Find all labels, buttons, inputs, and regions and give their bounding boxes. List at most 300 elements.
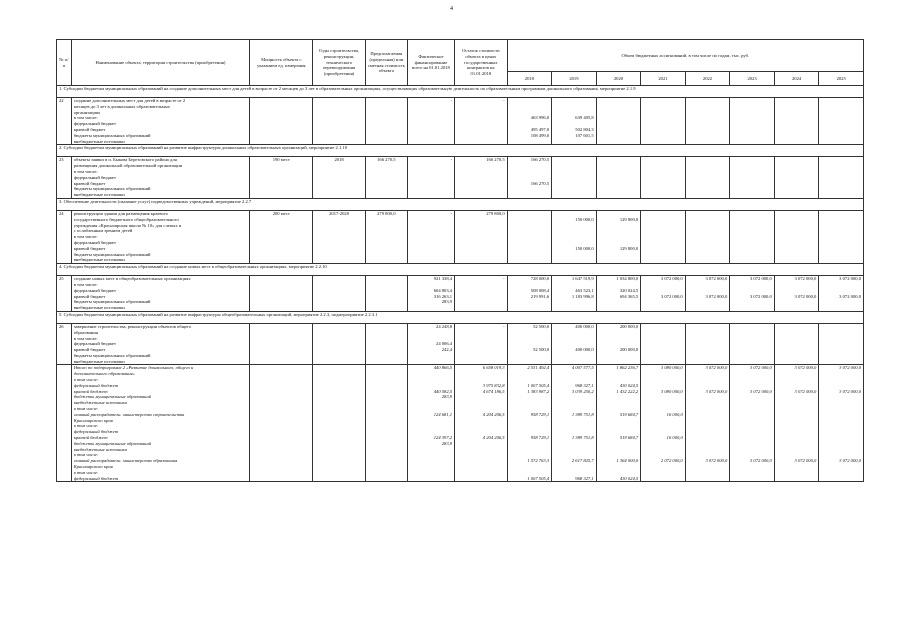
object-name-line: в том числе:	[73, 281, 98, 287]
object-name-line: бюджеты муниципальных образований	[73, 251, 151, 257]
object-name-line: размещения дошкольной образовательной организации	[73, 163, 183, 169]
budget-value	[777, 359, 817, 365]
year-value	[774, 276, 819, 312]
col-remaining-header: Остаток стоимости объекта в ценах государственных контрактов на 01.01.2018	[455, 40, 508, 86]
summary-name-line: Итого по подпрограмме 2 «Развитие дошкольного, общего и	[73, 365, 194, 371]
financed-value	[410, 305, 452, 311]
budget-value: 3 072 000,0	[660, 293, 683, 299]
object-name-line: завершение строительства, реконструкции объектов общего	[73, 323, 192, 329]
budget-value: 52 500,0	[533, 347, 550, 353]
budget-value	[554, 305, 594, 311]
year-header: 2019	[552, 72, 597, 86]
budget-value	[643, 139, 683, 145]
summary-name-line: краевой бюджет	[73, 435, 108, 441]
remaining	[455, 98, 508, 145]
row-number: 22	[57, 98, 72, 145]
object-name-line: с ослабленным зрением детей	[73, 228, 133, 234]
section-title: 1. Субсидии бюджетам муниципальных образований на создание дополнительных мест для детей в возрасте от 2 месяцев до 3 лет в образовательных организациях, осуществляющих образовательную деятельность по образовательным программам дошкольного образования, мероприятие 2.1.9	[57, 86, 864, 98]
remaining	[455, 276, 508, 312]
financed-value: 283,9	[441, 394, 453, 400]
summary-name-line: краевой бюджет	[73, 388, 108, 394]
section-title: 5. Субсидии бюджетам муниципальных образований на развитие инфраструктуры общеобразовательных организаций, мероприятие 2.2.3, подмероприятие 2.2.3.1	[57, 311, 864, 323]
budget-value	[510, 139, 550, 145]
capacity: 190 мест	[250, 157, 313, 199]
budget-value	[777, 139, 817, 145]
budget-value	[821, 359, 861, 365]
year-value	[552, 157, 597, 199]
year-value	[730, 98, 775, 145]
section-title: 3. Обеспечение деятельности (оказание услуг) подведомственных учреждений, мероприятие 2.2.7	[57, 198, 864, 210]
summary-name-line: внебюджетные источники	[73, 400, 127, 406]
object-name-line: месяцев до 3 лет в дошкольных образовательных	[73, 103, 170, 109]
budget-value: 3 072 000,0	[839, 365, 861, 371]
year-value	[774, 98, 819, 145]
object-name	[71, 157, 250, 199]
financed-value: 124 397,2	[433, 435, 453, 441]
budget-value	[554, 139, 594, 145]
financed-value: 604 803,4	[433, 287, 453, 293]
year-value	[774, 365, 819, 482]
object-name-line: реконструкция здания для размещения краевого	[73, 210, 168, 216]
years	[313, 276, 366, 312]
remaining-value: 166 270,5	[486, 157, 505, 163]
row-number: 23	[57, 157, 72, 199]
budget-value	[777, 476, 817, 482]
budget-value: 166 270,5	[530, 180, 550, 186]
budget-value: 694 365,5	[619, 293, 639, 299]
year-value	[596, 365, 641, 482]
object-name-line: федеральный бюджет	[73, 174, 116, 180]
object-name-line: краевой бюджет	[73, 180, 106, 186]
remaining-value: -	[503, 276, 505, 282]
financed-value: 440 582,5	[433, 388, 453, 394]
budget-value	[643, 476, 683, 482]
year-value	[730, 210, 775, 263]
budget-value: 519 684,7	[619, 411, 639, 417]
year-value	[641, 276, 686, 312]
financed	[407, 98, 454, 145]
year-value	[596, 98, 641, 145]
years: 2018	[313, 157, 366, 199]
budget-value: 1 383 987,2	[527, 388, 550, 394]
budget-value	[777, 305, 817, 311]
object-name-line: в том числе:	[73, 234, 98, 240]
object-name-line: внебюджетные источники	[73, 192, 125, 198]
financed-value: 440 866,5	[433, 365, 453, 371]
year-value	[774, 157, 819, 199]
budget-value	[821, 192, 861, 198]
summary-name-line: Красноярского края	[73, 464, 113, 470]
object-name-line: краевой бюджет	[73, 245, 106, 251]
budget-value	[688, 476, 728, 482]
year-value	[507, 98, 552, 145]
remaining-value: 6 658 019,3	[482, 365, 505, 371]
year-value	[507, 323, 552, 365]
budget-value: 430 024,5	[619, 382, 639, 388]
budget-value: 108 499,0	[530, 132, 550, 138]
budget-value	[599, 139, 639, 145]
budget-value: 3 072 000,0	[749, 293, 772, 299]
budget-value: 166 270,5	[530, 157, 550, 163]
budget-value: 968 327,1	[575, 382, 594, 388]
year-value	[685, 323, 730, 365]
object-name-line: бюджеты муниципальных образований	[73, 132, 151, 138]
section-title: 4. Субсидии бюджетам муниципальных образований на создание новых мест в общеобразовательных организациях, мероприятие 2.2.10	[57, 264, 864, 276]
budget-value: 150 000,0	[575, 216, 594, 222]
budget-value	[643, 305, 683, 311]
object-name-line: федеральный бюджет	[73, 121, 116, 127]
financed-value: 316 263,1	[433, 293, 453, 299]
year-value	[685, 365, 730, 482]
budget-value: 463 996,0	[530, 115, 550, 121]
budget-value: 958 729,1	[530, 411, 550, 417]
row-number: 26	[57, 323, 72, 365]
summary-name-line: бюджеты муниципальных образований	[73, 394, 152, 400]
budget-value	[821, 257, 861, 263]
year-value	[596, 210, 641, 263]
budget-value: 3 072 000,0	[705, 365, 728, 371]
table-row	[57, 157, 864, 199]
row-number: 24	[57, 210, 72, 263]
year-header: 2020	[596, 72, 641, 86]
budget-value: 107 601,5	[575, 132, 594, 138]
financed	[407, 276, 454, 312]
financed-value: -	[450, 157, 453, 163]
cost	[365, 365, 407, 482]
summary-name-line: в том числе:	[73, 452, 99, 458]
budget-value: 3 072 000,0	[839, 293, 861, 299]
budget-value: 1 862 236,7	[616, 365, 639, 371]
budget-value	[510, 192, 550, 198]
budget-value: 3 072 000,0	[705, 293, 728, 299]
budget-value	[510, 257, 550, 263]
table-row	[57, 210, 864, 263]
financed-value	[410, 353, 452, 359]
summary-row	[57, 365, 864, 482]
year-value	[596, 276, 641, 312]
budget-value	[732, 359, 772, 365]
budget-table	[56, 39, 864, 482]
years	[313, 365, 366, 482]
capacity	[250, 98, 313, 145]
budget-value: 463 523,1	[575, 287, 594, 293]
budget-value: 430 024,5	[619, 475, 639, 481]
budget-value: 3 072 000,0	[749, 365, 772, 371]
budget-value	[688, 139, 728, 145]
budget-value: 3 072 000,0	[839, 388, 861, 394]
summary-name-line: в том числе:	[73, 377, 99, 383]
budget-value	[688, 359, 728, 365]
year-header: 2021	[641, 72, 686, 86]
budget-value: 3 072 000,0	[794, 388, 817, 394]
budget-value	[643, 192, 683, 198]
year-value	[552, 276, 597, 312]
budget-value: 728 000,0	[530, 276, 550, 282]
summary-name-line: федеральный бюджет	[73, 475, 119, 481]
budget-value: 4 007 577,5	[571, 365, 594, 371]
year-value	[685, 210, 730, 263]
budget-value	[554, 257, 594, 263]
budget-value: 3 072 000,0	[749, 458, 772, 464]
budget-value: 1 007 505,4	[527, 475, 550, 481]
budget-value	[821, 476, 861, 482]
capacity	[250, 365, 313, 482]
budget-value	[732, 139, 772, 145]
object-name-line: внебюджетные источники	[73, 257, 125, 263]
summary-name-line: бюджеты муниципальных образований	[73, 440, 152, 446]
year-value	[507, 157, 552, 199]
object-name	[71, 323, 250, 365]
year-value	[596, 323, 641, 365]
object-name	[71, 276, 250, 312]
budget-value: 1 389 751,8	[571, 435, 594, 441]
budget-value: 400 000,0	[575, 323, 594, 329]
year-value	[641, 323, 686, 365]
object-name-line: федеральный бюджет	[73, 287, 116, 293]
year-header: 2018	[507, 72, 552, 86]
financed-value	[410, 476, 452, 482]
years: 2017-2020	[313, 210, 366, 263]
remaining-value: -	[503, 98, 505, 103]
budget-value	[599, 257, 639, 263]
financed-value: -	[450, 210, 453, 216]
budget-value: 3 080 000,0	[660, 365, 683, 371]
budget-value: 3 072 000,0	[705, 388, 728, 394]
summary-name-line: главный распорядитель: министерство образования	[73, 458, 178, 464]
budget-value: 52 500,0	[533, 323, 550, 329]
object-name-line: в том числе:	[73, 168, 98, 174]
cost	[365, 276, 407, 312]
budget-value: 1 364 000,0	[616, 458, 639, 464]
object-name-line: внебюджетные источники	[73, 305, 125, 311]
budget-value: 3 072 000,0	[660, 276, 683, 282]
budget-value	[510, 305, 550, 311]
table-row	[57, 276, 864, 312]
budget-value: 3 072 000,0	[794, 276, 817, 282]
col-cost-header: Предполагаемая (предельная) или сметная стоимость объекта	[365, 40, 407, 86]
year-value	[507, 365, 552, 482]
summary-name-line: в том числе:	[73, 423, 99, 429]
budget-value	[688, 192, 728, 198]
budget-value: 3 072 000,0	[839, 458, 861, 464]
summary-name-line: федеральный бюджет	[73, 429, 119, 435]
budget-value	[777, 192, 817, 198]
budget-value: 3 072 000,0	[705, 458, 728, 464]
year-value	[641, 365, 686, 482]
financed-value: 242,4	[441, 347, 453, 353]
budget-value: 16 000,0	[666, 411, 683, 417]
years	[313, 323, 366, 365]
budget-value	[554, 359, 594, 365]
object-name-line: объекты заявки в п. Быкова Березовского района для	[73, 157, 177, 163]
object-name-line: внебюджетные источники	[73, 138, 125, 144]
budget-value	[643, 257, 683, 263]
year-value	[730, 276, 775, 312]
budget-value	[554, 192, 594, 198]
budget-value	[599, 359, 639, 365]
budget-value: 129 800,0	[619, 245, 639, 251]
cost: 166 270,5	[365, 157, 407, 199]
table-row	[57, 323, 864, 365]
remaining	[455, 157, 508, 199]
year-value	[641, 157, 686, 199]
remaining-value: 4 204 206,5	[482, 411, 505, 417]
budget-value: 958 729,1	[530, 435, 550, 441]
object-name-line: бюджеты муниципальных образований	[73, 299, 151, 305]
financed-value: 24 248,8	[436, 323, 453, 329]
object-name-line: создание дополнительных мест для детей в возрасте от 2	[73, 98, 186, 103]
year-header: 2024	[774, 72, 819, 86]
object-name-line: создание новых мест в общеобразовательных организациях	[73, 276, 191, 282]
year-value	[552, 323, 597, 365]
remaining-value: 4 674 186,5	[482, 388, 505, 394]
year-value	[507, 276, 552, 312]
object-name-line: в том числе:	[73, 335, 98, 341]
year-value	[552, 365, 597, 482]
budget-value: 968 327,1	[575, 475, 594, 481]
financed	[407, 157, 454, 199]
budget-value: 1 034 800,0	[616, 276, 639, 282]
year-value	[596, 157, 641, 199]
capacity	[250, 323, 313, 365]
remaining-value: 4 204 206,5	[482, 435, 505, 441]
financed	[407, 323, 454, 365]
budget-value	[688, 257, 728, 263]
budget-value	[599, 305, 639, 311]
col-name-header: Наименование объекта, территория строительства (приобретения)	[71, 40, 250, 86]
year-header: 2022	[685, 72, 730, 86]
object-name	[71, 210, 250, 263]
year-value	[552, 98, 597, 145]
year-header: 2025	[819, 72, 864, 86]
budget-value	[599, 192, 639, 198]
summary-name-line: в том числе:	[73, 406, 99, 412]
budget-value: 3 072 000,0	[839, 276, 861, 282]
budget-value: 3 072 000,0	[705, 276, 728, 282]
year-value	[730, 157, 775, 199]
budget-value: 129 800,0	[619, 216, 639, 222]
years	[313, 98, 366, 145]
row-number	[57, 365, 72, 482]
budget-value: 639 405,8	[575, 115, 594, 121]
year-value	[819, 276, 864, 312]
budget-value: 400 000,0	[575, 347, 594, 353]
remaining-value: 279 800,0	[486, 210, 505, 216]
budget-value	[732, 476, 772, 482]
budget-value: 200 000,0	[619, 347, 639, 353]
financed-value: 921 338,4	[433, 276, 453, 282]
year-value	[685, 98, 730, 145]
budget-value	[643, 359, 683, 365]
capacity: 200 мест	[250, 210, 313, 263]
object-name-line: в том числе:	[73, 115, 98, 121]
year-value	[774, 323, 819, 365]
summary-name-line: в том числе:	[73, 469, 99, 475]
remaining-value: -	[503, 323, 505, 329]
object-name-line: образования	[73, 329, 98, 335]
budget-value: 1 007 505,4	[527, 382, 550, 388]
financed-value: 124 681,1	[433, 411, 453, 417]
financed-value: 283,9	[441, 299, 453, 305]
budget-value: 1 389 751,8	[571, 411, 594, 417]
object-name-line: краевой бюджет	[73, 293, 106, 299]
year-value	[641, 210, 686, 263]
object-name-line: федеральный бюджет	[73, 239, 116, 245]
year-value	[730, 365, 775, 482]
budget-value: 495 497,0	[530, 126, 550, 132]
budget-value: 2 072 000,0	[660, 458, 683, 464]
remaining	[455, 323, 508, 365]
budget-value: 3 072 000,0	[794, 293, 817, 299]
table-row	[57, 98, 864, 145]
object-name-line: внебюджетные источники	[73, 358, 125, 364]
budget-value: 320 024,5	[619, 287, 639, 293]
budget-value: 3 072 000,0	[749, 388, 772, 394]
budget-value: 150 000,0	[575, 245, 594, 251]
summary-name-line: федеральный бюджет	[73, 382, 119, 388]
budget-value	[732, 305, 772, 311]
financed-value: 24 006,4	[436, 341, 453, 347]
year-value	[819, 323, 864, 365]
capacity	[250, 276, 313, 312]
financed	[407, 210, 454, 263]
cost	[365, 98, 407, 145]
budget-value: 1 432 222,2	[616, 388, 639, 394]
year-value	[685, 276, 730, 312]
object-name	[71, 98, 250, 145]
section-title: 2. Субсидии бюджетам муниципальных образований на развитие инфраструктуры дошкольных образовательных организаций, мероприятие 2.1.10	[57, 145, 864, 157]
year-value	[819, 365, 864, 482]
year-value	[730, 323, 775, 365]
cost: 279 800,0	[365, 210, 407, 263]
col-no-header: № п/п	[57, 40, 72, 86]
financed-value: 283,9	[441, 440, 453, 446]
remaining-value: 3 975 832,8	[482, 382, 505, 388]
year-value	[641, 98, 686, 145]
object-name-line: федеральный бюджет	[73, 341, 116, 347]
budget-value	[777, 257, 817, 263]
year-header: 2023	[730, 72, 775, 86]
budget-value	[510, 359, 550, 365]
summary-name-line: дополнительного образования»	[73, 371, 135, 377]
col-capacity-header: Мощность объекта с указанием ед. измерения	[250, 40, 313, 86]
budget-value: 3 072 000,0	[794, 365, 817, 371]
year-value	[685, 157, 730, 199]
object-name-line: учреждения «Красноярская школа № 10» для слепых и	[73, 222, 182, 228]
budget-value: 1 647 519,9	[571, 276, 594, 282]
year-value	[819, 98, 864, 145]
budget-value: 219 991,6	[530, 293, 550, 299]
budget-value: 519 684,7	[619, 435, 639, 441]
budget-value: 502 804,3	[575, 126, 594, 132]
budget-value: 2 531 492,4	[527, 365, 550, 371]
budget-value	[732, 257, 772, 263]
row-number: 25	[57, 276, 72, 312]
budget-value: 3 072 000,0	[794, 458, 817, 464]
budget-value: 3 080 000,0	[660, 388, 683, 394]
page-number: 4	[450, 6, 453, 12]
summary-name-line: Красноярского края	[73, 417, 113, 423]
financed	[407, 365, 454, 482]
year-value	[507, 210, 552, 263]
remaining	[455, 210, 508, 263]
budget-value	[821, 305, 861, 311]
year-value	[774, 210, 819, 263]
budget-value	[688, 305, 728, 311]
object-name-line: бюджеты муниципальных образований	[73, 186, 151, 192]
budget-value	[732, 192, 772, 198]
financed-value: -	[450, 98, 453, 103]
